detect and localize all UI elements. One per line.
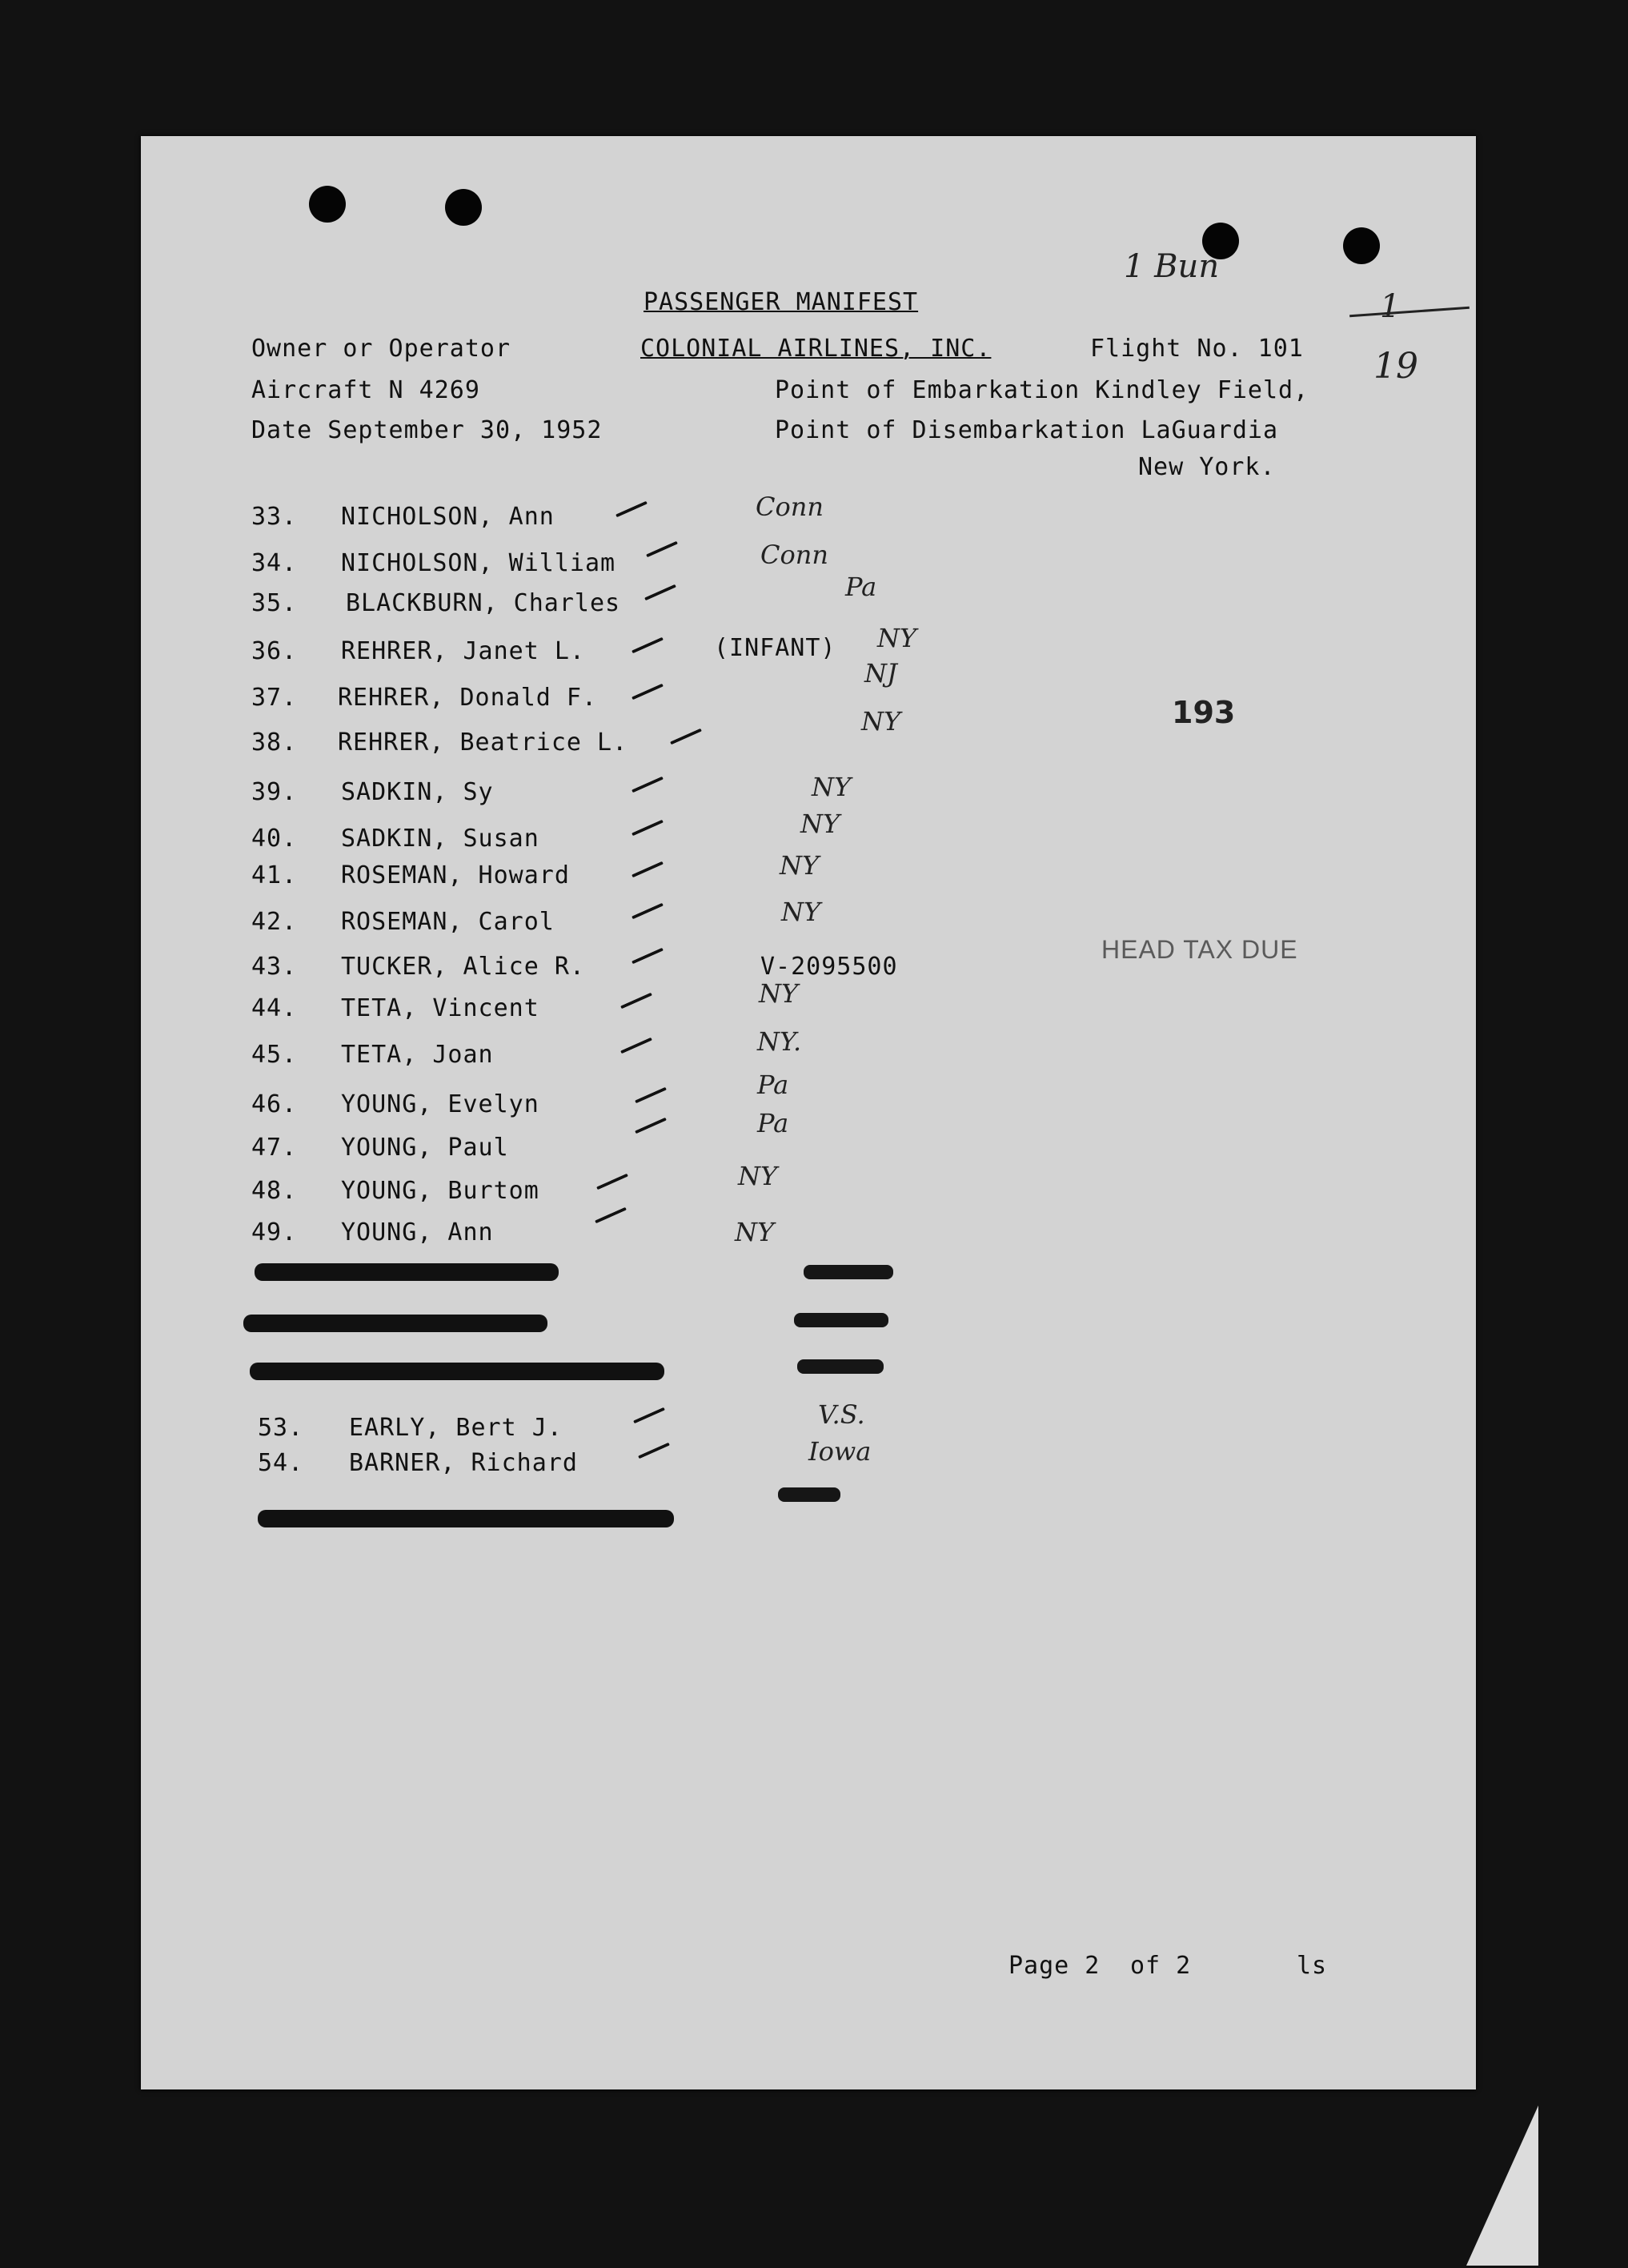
handwritten-note: 1 Bun — [1124, 248, 1220, 285]
passenger-number: 35. — [251, 589, 298, 617]
passenger-number: 47. — [251, 1134, 298, 1162]
infant-note: (INFANT) — [714, 634, 836, 662]
check-mark — [595, 1207, 627, 1224]
residence-note: Iowa — [808, 1436, 872, 1467]
residence-note: NY — [800, 809, 840, 839]
flight-number: Flight No. 101 — [1090, 335, 1304, 363]
residence-note: Conn — [756, 492, 824, 522]
passenger-number: 38. — [251, 729, 298, 757]
residence-note: Pa — [757, 1070, 789, 1100]
residence-note: NY — [738, 1161, 778, 1191]
passenger-name: ROSEMAN, Howard — [341, 861, 570, 889]
redacted-entry — [255, 1263, 559, 1281]
visa-number: V-2095500 — [760, 953, 898, 981]
redacted-note — [778, 1487, 840, 1502]
passenger-number: 44. — [251, 994, 298, 1022]
page-total: of 2 — [1130, 1952, 1192, 1980]
disembarkation-point: Point of Disembarkation LaGuardia — [775, 416, 1279, 444]
passenger-number: 49. — [251, 1218, 298, 1246]
redacted-entry — [250, 1363, 664, 1380]
check-mark — [596, 1174, 628, 1190]
passenger-name: TUCKER, Alice R. — [341, 953, 585, 981]
passenger-name: TETA, Joan — [341, 1041, 494, 1069]
check-mark — [644, 584, 676, 601]
passenger-name: REHRER, Beatrice L. — [338, 729, 628, 757]
check-mark — [638, 1443, 670, 1459]
disembarkation-city: New York. — [1138, 453, 1276, 481]
passenger-name: TETA, Vincent — [341, 994, 539, 1022]
residence-note: NY — [812, 772, 852, 802]
corner-fraction-top: 1 — [1380, 288, 1401, 325]
check-mark — [632, 948, 664, 965]
manifest-page — [141, 136, 1476, 2089]
passenger-number: 45. — [251, 1041, 298, 1069]
check-mark — [633, 1407, 665, 1424]
passenger-number: 34. — [251, 549, 298, 577]
passenger-name: REHRER, Janet L. — [341, 637, 585, 665]
passenger-number: 46. — [251, 1090, 298, 1118]
passenger-name: NICHOLSON, William — [341, 549, 616, 577]
head-tax-stamp: HEAD TAX DUE — [1101, 935, 1298, 964]
redacted-note — [804, 1265, 893, 1279]
check-mark — [632, 777, 664, 793]
passenger-number: 48. — [251, 1177, 298, 1205]
passenger-name: EARLY, Bert J. — [349, 1414, 563, 1442]
check-mark — [670, 729, 702, 745]
check-mark — [646, 541, 678, 558]
residence-note: NY — [861, 706, 901, 737]
fraction-line — [1349, 307, 1470, 317]
redacted-entry — [243, 1315, 547, 1332]
passenger-number: 42. — [251, 908, 298, 936]
redacted-note — [797, 1359, 884, 1374]
residence-note: Conn — [760, 540, 828, 570]
residence-note: NY — [759, 978, 799, 1009]
punch-hole — [1343, 227, 1380, 264]
check-mark — [620, 993, 652, 1010]
stamp-number: 193 — [1172, 695, 1236, 730]
passenger-number: 53. — [258, 1414, 304, 1442]
residence-note: NJ — [864, 658, 897, 688]
operator-name: COLONIAL AIRLINES, INC. — [640, 335, 992, 363]
passenger-number: 43. — [251, 953, 298, 981]
residence-note: NY — [781, 897, 821, 927]
passenger-number: 41. — [251, 861, 298, 889]
passenger-name: ROSEMAN, Carol — [341, 908, 555, 936]
residence-note: NY — [877, 623, 917, 653]
check-mark — [620, 1038, 652, 1054]
redacted-entry — [258, 1510, 674, 1527]
page-number: Page 2 — [1008, 1952, 1101, 1980]
manifest-title: PASSENGER MANIFEST — [644, 288, 919, 316]
redacted-note — [794, 1313, 888, 1327]
passenger-name: YOUNG, Evelyn — [341, 1090, 539, 1118]
aircraft-number: Aircraft N 4269 — [251, 376, 480, 404]
residence-note: NY. — [757, 1026, 802, 1057]
residence-note: NY — [780, 850, 820, 881]
passenger-number: 40. — [251, 825, 298, 853]
passenger-name: YOUNG, Ann — [341, 1218, 494, 1246]
residence-note: Pa — [845, 572, 877, 602]
check-mark — [632, 903, 664, 920]
passenger-name: NICHOLSON, Ann — [341, 503, 555, 531]
residence-note: Pa — [757, 1108, 789, 1138]
punch-hole — [309, 186, 346, 223]
residence-note: V.S. — [818, 1399, 865, 1430]
passenger-name: SADKIN, Susan — [341, 825, 539, 853]
residence-note: NY — [735, 1217, 775, 1247]
check-mark — [635, 1087, 667, 1104]
passenger-number: 33. — [251, 503, 298, 531]
passenger-name: SADKIN, Sy — [341, 778, 494, 806]
passenger-name: BARNER, Richard — [349, 1449, 578, 1477]
check-mark — [635, 1118, 667, 1134]
corner-fraction-bottom: 19 — [1373, 346, 1418, 387]
passenger-number: 37. — [251, 684, 298, 712]
punch-hole — [445, 189, 482, 226]
manifest-date: Date September 30, 1952 — [251, 416, 603, 444]
passenger-name: BLACKBURN, Charles — [346, 589, 621, 617]
passenger-name: YOUNG, Paul — [341, 1134, 509, 1162]
folded-corner — [1466, 2105, 1538, 2266]
check-mark — [632, 637, 664, 654]
owner-label: Owner or Operator — [251, 335, 511, 363]
check-mark — [616, 501, 648, 518]
embarkation-point: Point of Embarkation Kindley Field, — [775, 376, 1309, 404]
check-mark — [632, 861, 664, 878]
passenger-number: 36. — [251, 637, 298, 665]
clerk-initials: ls — [1297, 1952, 1328, 1980]
passenger-number: 39. — [251, 778, 298, 806]
passenger-name: YOUNG, Burtom — [341, 1177, 539, 1205]
check-mark — [632, 684, 664, 700]
check-mark — [632, 820, 664, 837]
passenger-number: 54. — [258, 1449, 304, 1477]
passenger-name: REHRER, Donald F. — [338, 684, 598, 712]
